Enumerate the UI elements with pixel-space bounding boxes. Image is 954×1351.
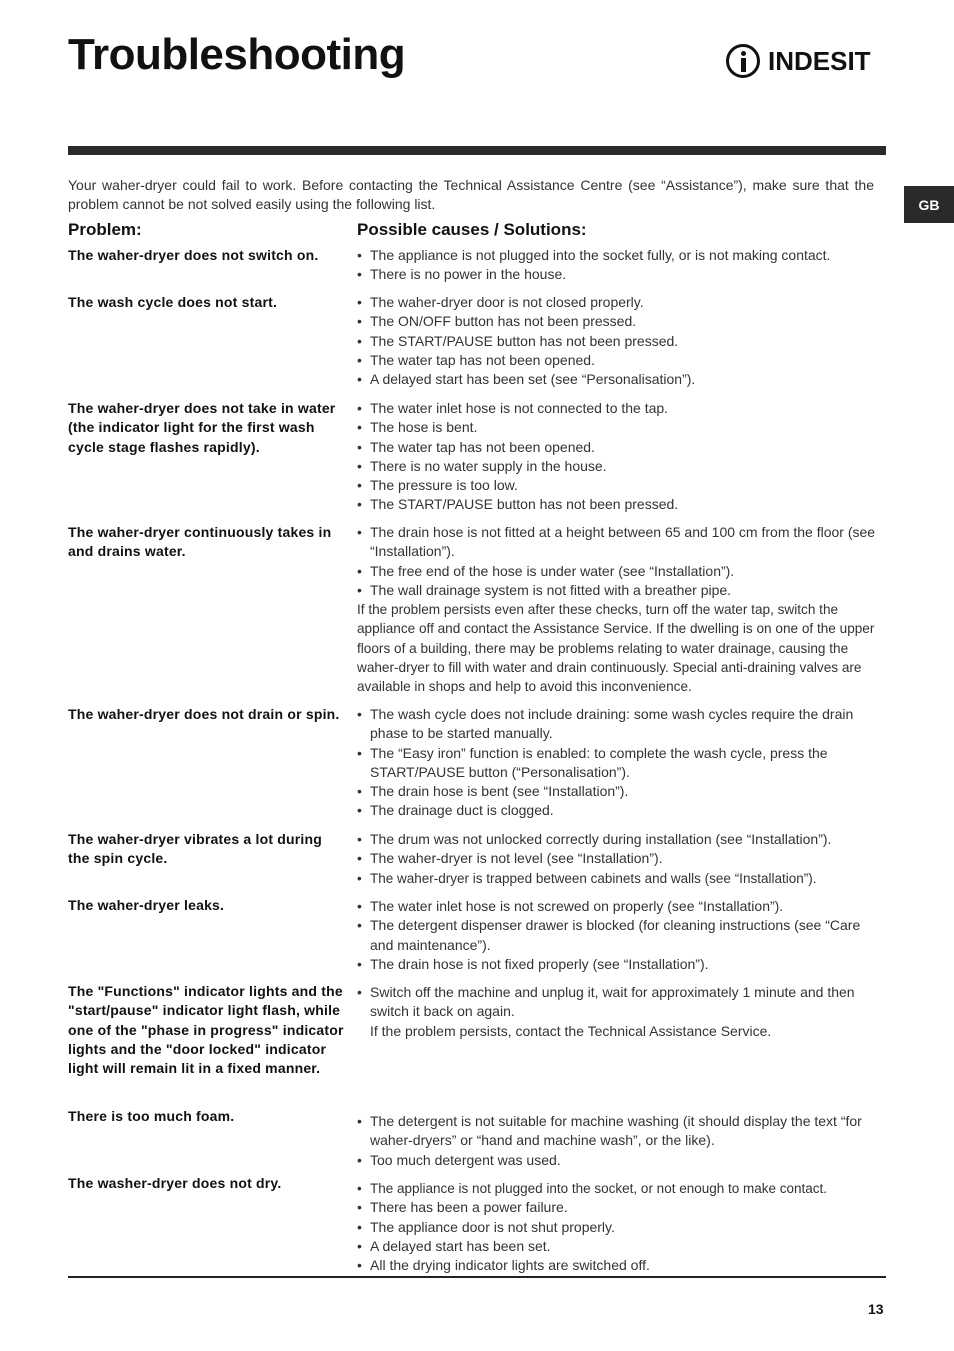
solution-item: • There is no water supply in the house. bbox=[357, 457, 887, 476]
solution-item: • The START/PAUSE button has not been pressed. bbox=[357, 495, 887, 514]
solution-item: • The free end of the hose is under water (see “Installation”). bbox=[357, 562, 887, 581]
intro-paragraph: Your waher-dryer could fail to work. Before contacting the Technical Assistance Centre (see “Assistance”), make sure that the problem cannot be not solved easily using the following list. bbox=[68, 177, 874, 212]
solution-note: If the problem persists even after these checks, turn off the water tap, switch the appliance off and contact the Assistance Service. If the dwelling is on one of the upper floors of a building, there may be problems relating to water drainage, causing the waher-dryer to fill with water and drain continuously. Special anti-draining valves are available in shops and help to avoid this inconvenience. bbox=[357, 602, 875, 695]
solution-list bbox=[357, 1179, 887, 1275]
solution-item: • The water tap has not been opened. bbox=[357, 351, 887, 370]
problem-text: The waher-dryer vibrates a lot during the spin cycle. bbox=[68, 831, 323, 867]
problem-text: The washer-dryer does not dry. bbox=[68, 1175, 282, 1191]
problem-text: There is too much foam. bbox=[68, 1108, 235, 1124]
solution-note: If the problem persists, contact the Technical Assistance Service. bbox=[370, 1022, 772, 1039]
solution-item: • The wall drainage system is not fitted with a breather pipe. bbox=[357, 581, 887, 600]
solution-item: • A delayed start has been set. bbox=[357, 1237, 887, 1256]
solution-item: • The appliance door is not shut properly. bbox=[357, 1218, 887, 1237]
solution-item: • The drain hose is not fitted at a height between 65 and 100 cm from the floor (see “Installation”). bbox=[357, 523, 887, 562]
solution-item: • The detergent dispenser drawer is blocked (for cleaning instructions (see “Care and maintenance”). bbox=[357, 916, 887, 955]
problem-text: The waher-dryer does not take in water (the indicator light for the first wash cycle stage flashes rapidly). bbox=[68, 400, 336, 455]
solution-item: • The waher-dryer door is not closed properly. bbox=[357, 293, 887, 312]
page-number: 13 bbox=[868, 1301, 884, 1317]
solution-item: • The hose is bent. bbox=[357, 418, 887, 437]
solution-item: • All the drying indicator lights are switched off. bbox=[357, 1256, 887, 1275]
solution-item: • The drain hose is bent (see “Installation”). bbox=[357, 782, 887, 801]
solution-item: • The detergent is not suitable for machine washing (it should display the text “for waher-dryers” or “hand and machine wash”, or the like). bbox=[357, 1112, 887, 1151]
solution-list bbox=[357, 523, 887, 697]
problem-text: The wash cycle does not start. bbox=[68, 294, 278, 310]
problem-header: Problem: bbox=[68, 220, 142, 239]
solution-list bbox=[357, 705, 887, 821]
solution-item: • There is no power in the house. bbox=[357, 265, 887, 284]
solution-item: • The appliance is not plugged into the socket, or not enough to make contact. bbox=[357, 1179, 887, 1198]
solution-list bbox=[357, 1112, 887, 1170]
solution-item: • The water tap has not been opened. bbox=[357, 438, 887, 457]
solution-item: • A delayed start has been set (see “Personalisation”). bbox=[357, 370, 887, 389]
problem-text: The waher-dryer does not switch on. bbox=[68, 247, 319, 263]
solution-item: • The drum was not unlocked correctly during installation (see “Installation”). bbox=[357, 830, 887, 849]
problem-text: The waher-dryer leaks. bbox=[68, 897, 225, 913]
solution-list bbox=[357, 246, 887, 285]
logo-text: INDESIT bbox=[768, 45, 871, 76]
indesit-logo bbox=[726, 40, 871, 82]
solution-item: • The wash cycle does not include draining: some wash cycles require the drain phase to be started manually. bbox=[357, 705, 887, 744]
solution-item: • The drain hose is not fixed properly (see “Installation”). bbox=[357, 955, 887, 974]
solutions-header: Possible causes / Solutions: bbox=[357, 220, 587, 239]
footer-rule bbox=[68, 1276, 886, 1278]
solution-item: • The appliance is not plugged into the socket fully, or is not making contact. bbox=[357, 246, 887, 265]
solution-item: • The START/PAUSE button has not been pressed. bbox=[357, 332, 887, 351]
header-rule bbox=[68, 146, 886, 155]
solution-list bbox=[357, 983, 887, 1041]
solution-list bbox=[357, 293, 887, 389]
solution-item: • The ON/OFF button has not been pressed. bbox=[357, 312, 887, 331]
solution-list bbox=[357, 830, 887, 888]
solution-item: • The pressure is too low. bbox=[357, 476, 887, 495]
solution-item: • The waher-dryer is trapped between cabinets and walls (see “Installation”). bbox=[357, 869, 887, 888]
solution-item: • The “Easy iron” function is enabled: to complete the wash cycle, press the START/PAUSE button (“Personalisation”). bbox=[357, 744, 887, 783]
page-title: Troubleshooting bbox=[68, 30, 406, 79]
solution-list bbox=[357, 399, 887, 515]
logo-i-icon bbox=[726, 44, 760, 78]
problem-text: The waher-dryer does not drain or spin. bbox=[68, 706, 340, 722]
solution-item: • The water inlet hose is not screwed on properly (see “Installation”). bbox=[357, 897, 887, 916]
language-tab: GB bbox=[904, 186, 954, 223]
problem-text: The "Functions" indicator lights and the "start/pause" indicator light flash, while one of the "phase in progress" indicator lights and the "door locked" indicator light will remain lit in a fixed manner. bbox=[68, 983, 344, 1077]
solution-item: • The water inlet hose is not connected to the tap. bbox=[357, 399, 887, 418]
solution-item: • The drainage duct is clogged. bbox=[357, 801, 887, 820]
problem-text: The waher-dryer continuously takes in and drains water. bbox=[68, 524, 332, 560]
solution-item: • Too much detergent was used. bbox=[357, 1151, 887, 1170]
solution-item: • There has been a power failure. bbox=[357, 1198, 887, 1217]
solution-item: • Switch off the machine and unplug it, wait for approximately 1 minute and then switch it back on again. bbox=[357, 983, 887, 1022]
solution-item: • The waher-dryer is not level (see “Installation”). bbox=[357, 849, 887, 868]
solution-list bbox=[357, 897, 887, 974]
